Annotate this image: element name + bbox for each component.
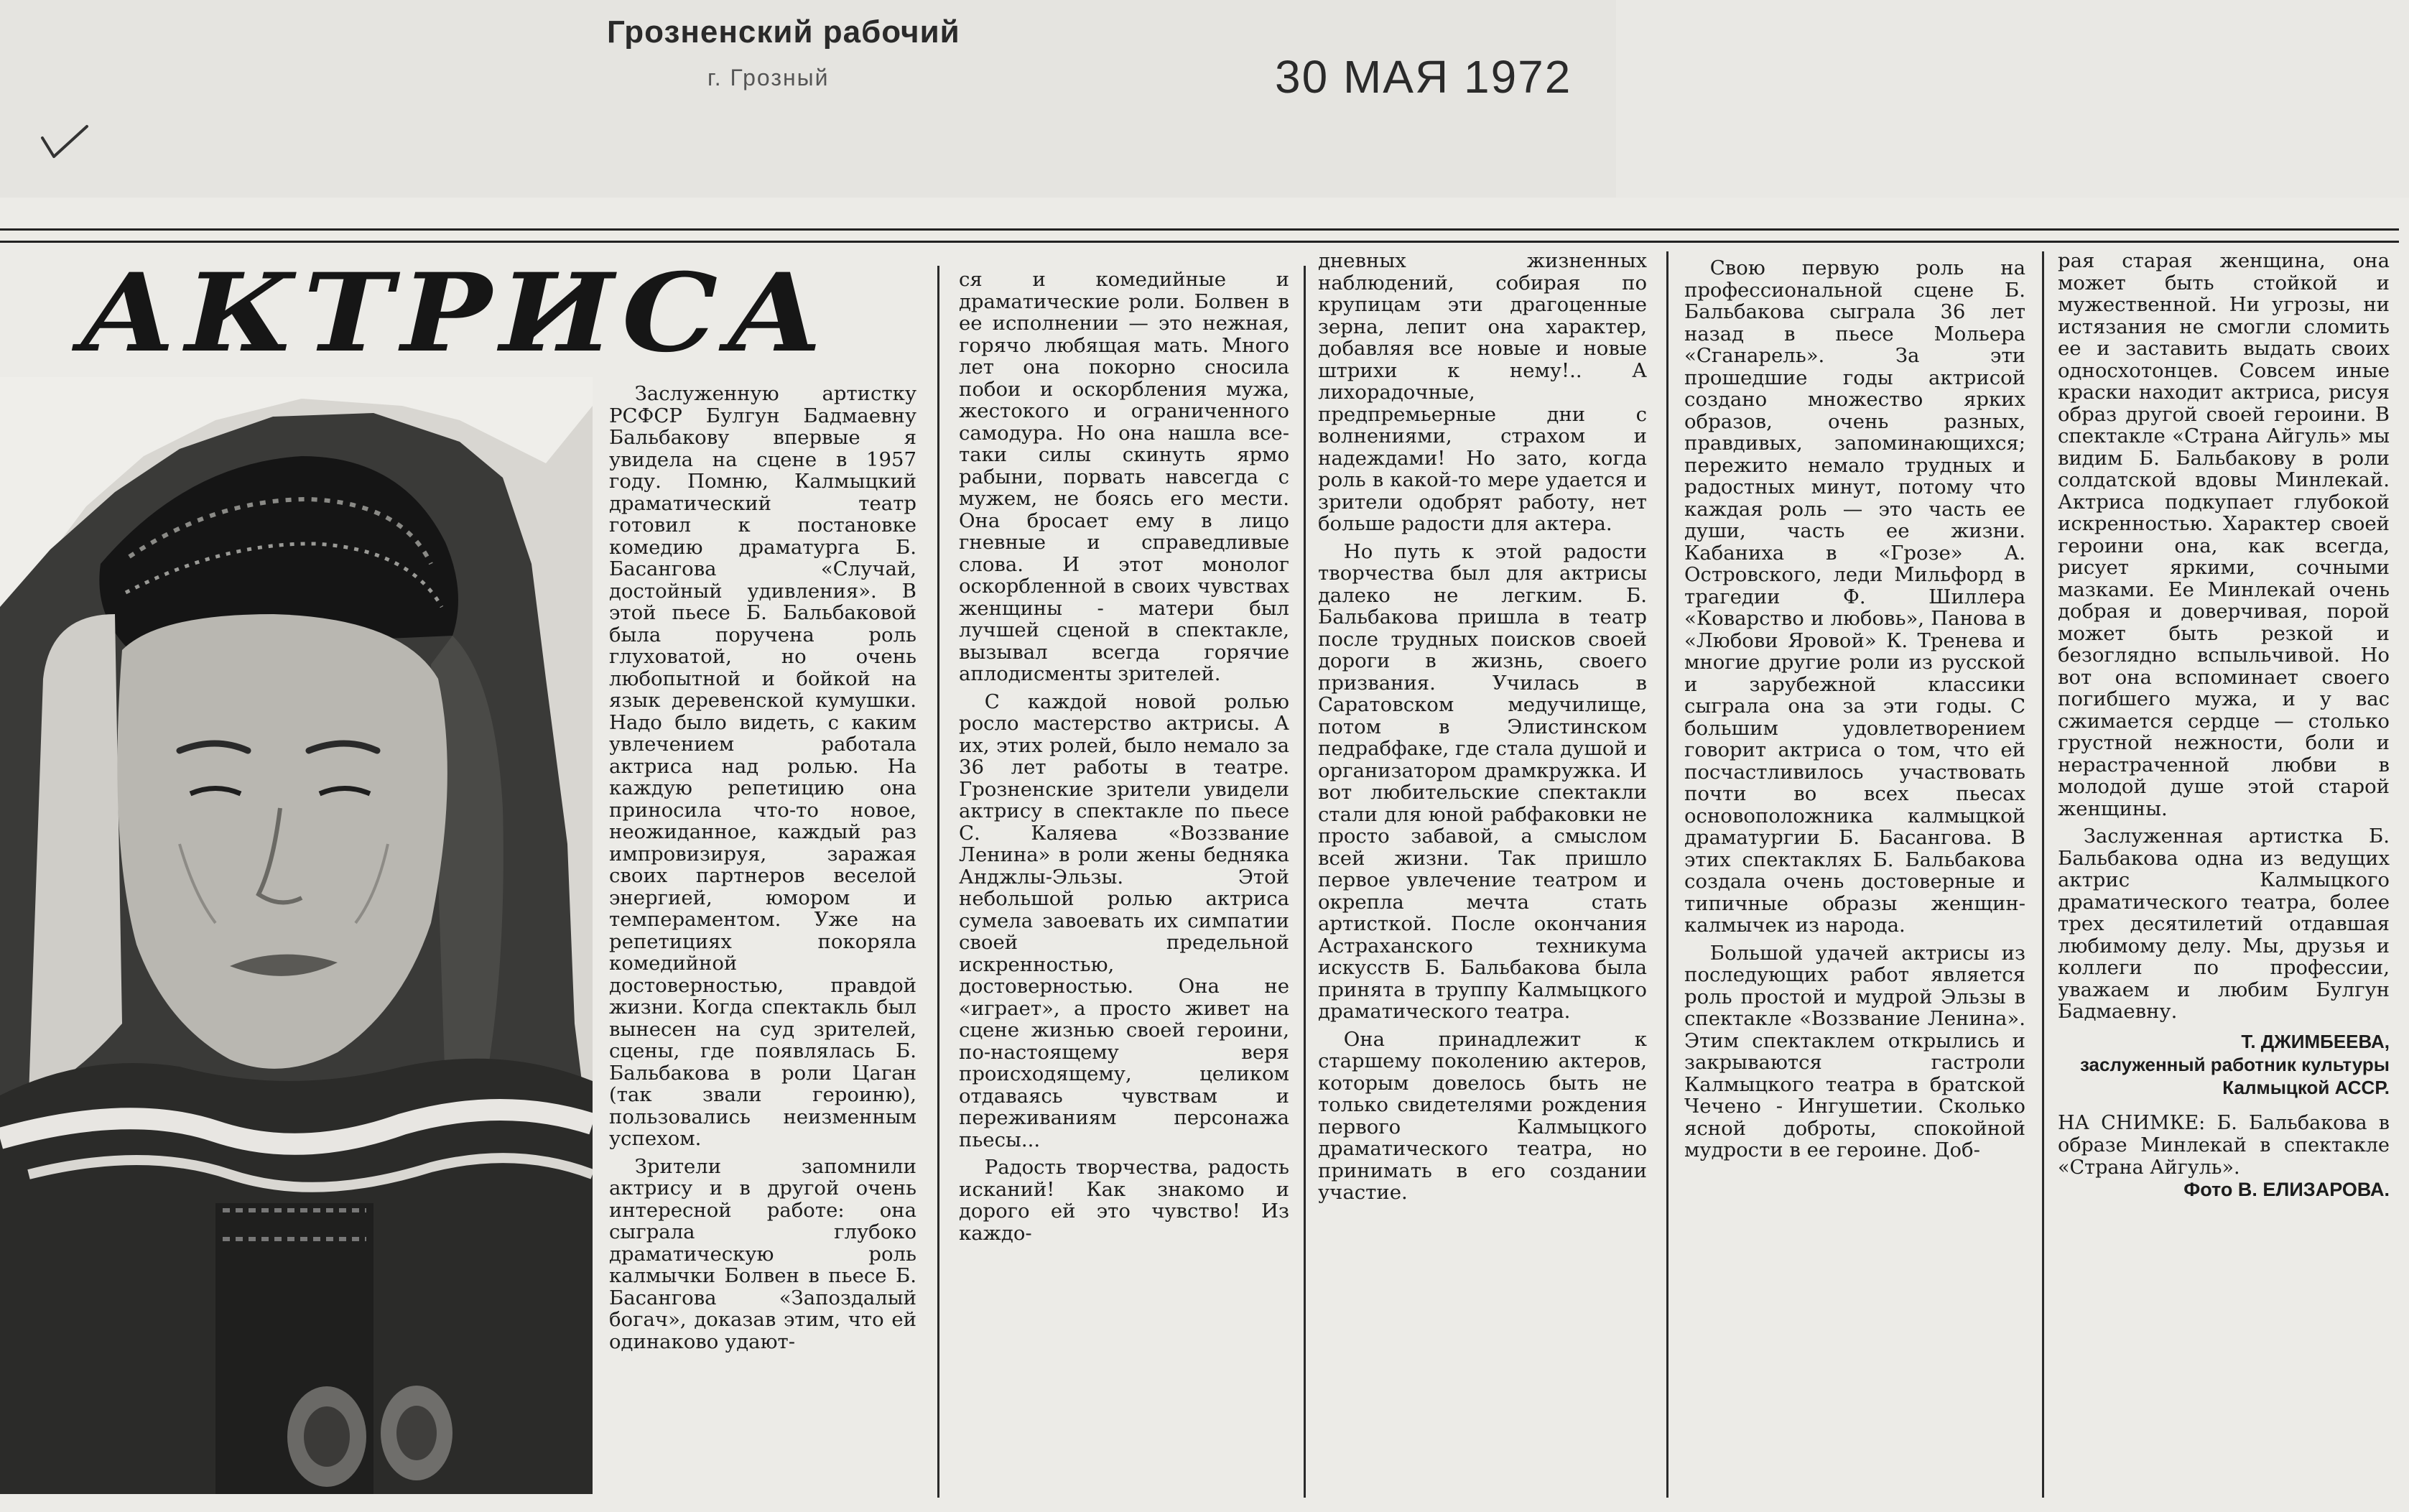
headline: АКТРИСА xyxy=(79,250,832,376)
article-paragraph: дневных жизненных наблюдений, собирая по крупицам эти драгоценные зерна, лепит она характер, добавляя все новые и новые штрихи к нему!.. А лихорадочные, предпремьерные дни с волнениями, страхом и надеждами! Но зато, когда роль в какой-то мере удается и зрители одобрят работу, нет больше радости для актера. xyxy=(1318,249,1647,535)
article-column-3 xyxy=(1318,250,1647,1204)
article-paragraph: Большой удачей актрисы из последующих работ является роль простой и мудрой Эльзы в спектакле «Воззвание Ленина». Этим спектаклем открылись и закрываются гастроли Калмыцкого театра в братской Чечено - Ингушетии. Сколько ясной доброты, спокойной мудрости в ее героине. Доб- xyxy=(1684,941,2025,1161)
article-paragraph: Радость творчества, радость исканий! Как знакомо и дорого ей это чувство! Из каждо- xyxy=(959,1156,1289,1245)
article-column-4 xyxy=(1684,257,2025,1161)
article-paragraph: рая старая женщина, она может быть стойкой и мужественной. Ни угрозы, ни истязания не смогли сломить ее и заставить выдать своих односхотонцев. Совсем иные краски находит актриса, рисуя образ другой своей героини. В спектакле «Страна Айгуль» мы видим Б. Бальбакову в роли солдатской вдовы Минлекай. Актриса подкупает глубокой искренностью. Характер своей героини она, как всегда, рисует яркими, сочными мазками. Ее Минлекай очень добрая и доверчивая, порой может быть резкой и безоглядно вспыльчивой. Но вот она вспоминает своего погибшего мужа, и у вас сжимается сердце — столько грустной нежности, боли и нерастраченной любви в молодой душе этой старой женщины. xyxy=(2058,249,2390,820)
newspaper-stamp: Грозненский рабочий xyxy=(607,14,960,50)
article-paragraph: С каждой новой ролью росло мастерство актрисы. А их, этих ролей, было немало за 36 лет работы в театре. Грозненские зрители увидели актрису в спектакле по пьесе С. Каляева «Воззвание Ленина» в роли жены бедняка Анджлы-Эльзы. Этой небольшой ролью актриса сумела завоевать их симпатии своей предельной искренностью, достоверностью. Она не «играет», а просто живет на сцене жизнью своей героини, по-настоящему веря происходящему, целиком отдаваясь чувствам и переживаниям персонажа пьесы... xyxy=(959,690,1289,1151)
article-paragraph: Она принадлежит к старшему поколению актеров, которым довелось быть не только свидетелями рождения первого Калмыцкого драматического театра, но принимать в его создании участие. xyxy=(1318,1027,1647,1204)
article-paragraph: ся и комедийные и драматические роли. Болвен в ее исполнении — это нежная, горячо любящая мать. Много лет она покорно сносила побои и оскорбления мужа, жестокого и ограниченного самодура. Но она нашла все-таки силы скинуть ярмо рабыни, порвать навсегда с мужем, не боясь его мести. Она бросает ему в лицо гневные и справедливые слова. И этот монолог оскорбленной в своих чувствах женщины - матери был лучшей сценой в спектакле, вызывал всегда горячие аплодисменты зрителей. xyxy=(959,268,1289,685)
article-paragraph: Заслуженную артистку РСФСР Булгун Бадмаевну Бальбакову впервые я увидела на сцене в 1957 году. Помню, Калмыцкий драматический театр готовил к постановке комедию драматурга Б. Басангова «Случай, достойный удивления». В этой пьесе Б. Бальбаковой была поручена роль глуховатой, но очень любопытной и бойкой на язык деревенской кумушки. Надо было видеть, с каким увлечением работала актриса над ролью. На каждую репетицию она приносила что-то новое, неожиданное, каждый раз импровизируя, заражая своих партнеров веселой энергией, юмором и темпераментом. Уже на репетициях покоряла комедийной достоверностью, правдой жизни. Когда спектакль был вынесен на суд зрителей, сцены, где появлялась Б. Бальбакова в роли Цаган (так звали героиню), пользовались неизменным успехом. xyxy=(609,382,916,1150)
column-rule xyxy=(1666,251,1668,1498)
date-stamp: 30 МАЯ 1972 xyxy=(1275,51,1572,103)
check-mark-icon xyxy=(40,122,90,162)
column-rule xyxy=(1304,266,1306,1498)
actress-photo xyxy=(0,377,593,1494)
column-rule xyxy=(2042,251,2044,1498)
article-column-5 xyxy=(2058,250,2390,1201)
clipping-header xyxy=(0,0,1616,198)
article-paragraph: Заслуженная артистка Б. Бальбакова одна из ведущих актрис Калмыцкого драматического театра, более трех десятилетий отдавшая любимому делу. Мы, друзья и коллеги по профессии, уважаем и любим Булгун Бадмаевну. xyxy=(2058,825,2390,1023)
article-paragraph: Зрители запомнили актрису и в другой очень интересной работе: она сыграла глубоко драматическую роль калмычки Болвен в пьесе Б. Басангова «Запоздалый богач», доказав этим, что ей одинаково удают- xyxy=(609,1154,916,1353)
article-paragraph: Свою первую роль на профессиональной сцене Б. Бальбакова сыграла 36 лет назад в пьесе Мольера «Сганарель». За эти прошедшие годы актрисой создано множество ярких образов, очень разных, правдивых, запоминающихся; пережито немало трудных и радостных минут, потому что каждая роль — это часть ее души, часть ее жизни. Кабаниха в «Грозе» А. Островского, леди Мильфорд в трагедии Ф. Шиллера «Коварство и любовь», Панова в «Любови Яровой» К. Тренева и многие другие роли из русской и зарубежной классики сыграла она за эти годы. С большим удовлетворением говорит актриса о том, что ей посчастливилось участвовать почти во всех пьесах основоположника калмыцкой драматургии Б. Басангова. В этих спектаклях Б. Бальбакова создала очень достоверные и типичные образы женщин-калмычек из народа. xyxy=(1684,256,2025,937)
author-name: Т. ДЖИМБЕЕВА, xyxy=(2241,1030,2390,1052)
column-rule xyxy=(937,266,939,1498)
caption-text: НА СНИМКЕ: Б. Бальбакова в образе Минлекай в спектакле «Страна Айгуль». xyxy=(2058,1111,2390,1179)
photo-caption xyxy=(2058,1112,2390,1201)
photo-credit: Фото В. ЕЛИЗАРОВА. xyxy=(2183,1178,2390,1200)
article-column-2 xyxy=(959,269,1289,1244)
article-column-1 xyxy=(609,383,916,1353)
city-stamp: г. Грозный xyxy=(707,65,830,91)
article-paragraph: Но путь к этой радости творчества был для актрисы далеко не легким. Б. Бальбакова пришла в театр после трудных поисков своей дороги в жизнь, своего призвания. Училась в Саратовском медучилище, потом в Элистинском педрабфаке, где стала душой и организатором драмкружка. И вот любительские спектакли стали для юной рабфаковки не просто забавой, а смыслом всей жизни. Так пришло первое увлечение театром и окрепла мечта стать артисткой. После окончания Астраханского техникума искусств Б. Бальбакова была принята в труппу Калмыцкого драматического театра. xyxy=(1318,539,1647,1023)
author-title: заслуженный работник культуры Калмыцкой АССР. xyxy=(2079,1053,2390,1098)
top-rule xyxy=(0,228,2399,243)
